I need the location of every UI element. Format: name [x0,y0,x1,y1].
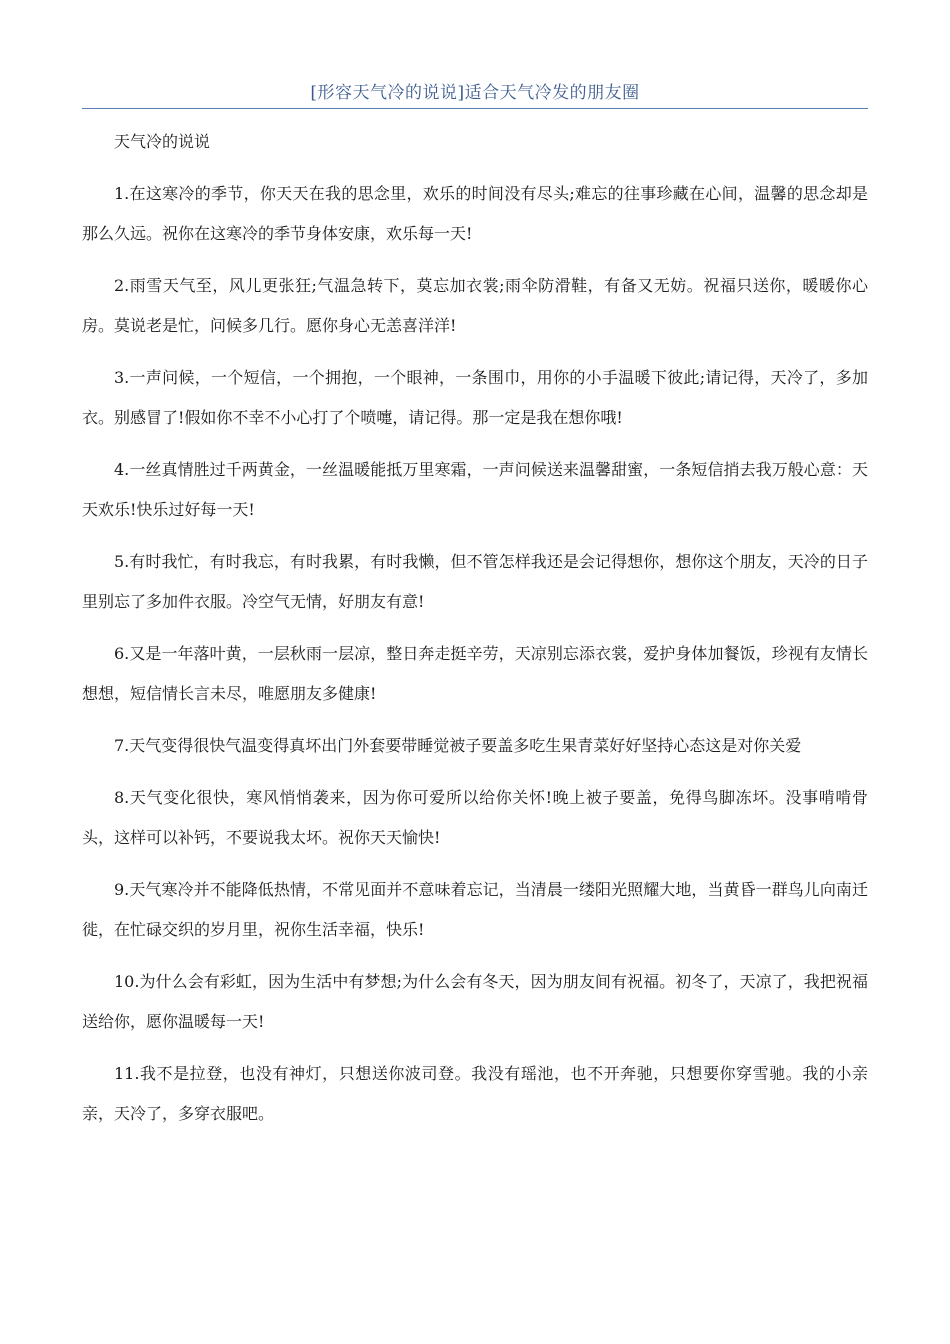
paragraph-3: 3.一声问候，一个短信，一个拥抱，一个眼神，一条围巾，用你的小手温暖下彼此;请记得，天冷了，多加衣。别感冒了!假如你不幸不小心打了个喷嚏，请记得。那一定是我在想你哦! [82,368,868,427]
document-body [82,122,868,1146]
paragraph-7: 7.天气变得很快气温变得真坏出门外套要带睡觉被子要盖多吃生果青菜好好坚持心态这是对你关爱 [114,736,802,755]
paragraph-11: 11.我不是拉登，也没有神灯，只想送你波司登。我没有瑶池，也不开奔驰，只想要你穿雪驰。我的小亲亲，天冷了，多穿衣服吧。 [82,1064,868,1123]
paragraph-6: 6.又是一年落叶黄，一层秋雨一层凉，整日奔走挺辛劳，天凉别忘添衣裳，爱护身体加餐饭，珍视有友情长想想，短信情长言未尽，唯愿朋友多健康! [82,644,868,703]
paragraph-10: 10.为什么会有彩虹，因为生活中有梦想;为什么会有冬天，因为朋友间有祝福。初冬了，天凉了，我把祝福送给你，愿你温暖每一天! [82,972,868,1031]
header-divider [82,108,868,109]
paragraph-8: 8.天气变化很快，寒风悄悄袭来，因为你可爱所以给你关怀!晚上被子要盖，免得鸟脚冻坏。没事啃啃骨头，这样可以补钙，不要说我太坏。祝你天天愉快! [82,788,868,847]
paragraph-1: 1.在这寒冷的季节，你天天在我的思念里，欢乐的时间没有尽头;难忘的往事珍藏在心间，温馨的思念却是那么久远。祝你在这寒冷的季节身体安康，欢乐每一天! [82,184,868,243]
paragraph-5: 5.有时我忙，有时我忘，有时我累，有时我懒，但不管怎样我还是会记得想你，想你这个朋友，天冷的日子里别忘了多加件衣服。冷空气无情，好朋友有意! [82,552,868,611]
document-header-title: [形容天气冷的说说]适合天气冷发的朋友圈 [310,83,640,103]
paragraph-4: 4.一丝真情胜过千两黄金，一丝温暖能抵万里寒霜，一声问候送来温馨甜蜜，一条短信捎去我万般心意：天天欢乐!快乐过好每一天! [82,460,868,519]
section-title: 天气冷的说说 [114,132,211,151]
paragraph-9: 9.天气寒冷并不能降低热情，不常见面并不意味着忘记，当清晨一缕阳光照耀大地，当黄昏一群鸟儿向南迁徙，在忙碌交织的岁月里，祝你生活幸福，快乐! [82,880,868,939]
paragraph-2: 2.雨雪天气至，风儿更张狂;气温急转下，莫忘加衣裳;雨伞防滑鞋，有备又无妨。祝福只送你，暖暖你心房。莫说老是忙，问候多几行。愿你身心无恙喜洋洋! [82,276,868,335]
